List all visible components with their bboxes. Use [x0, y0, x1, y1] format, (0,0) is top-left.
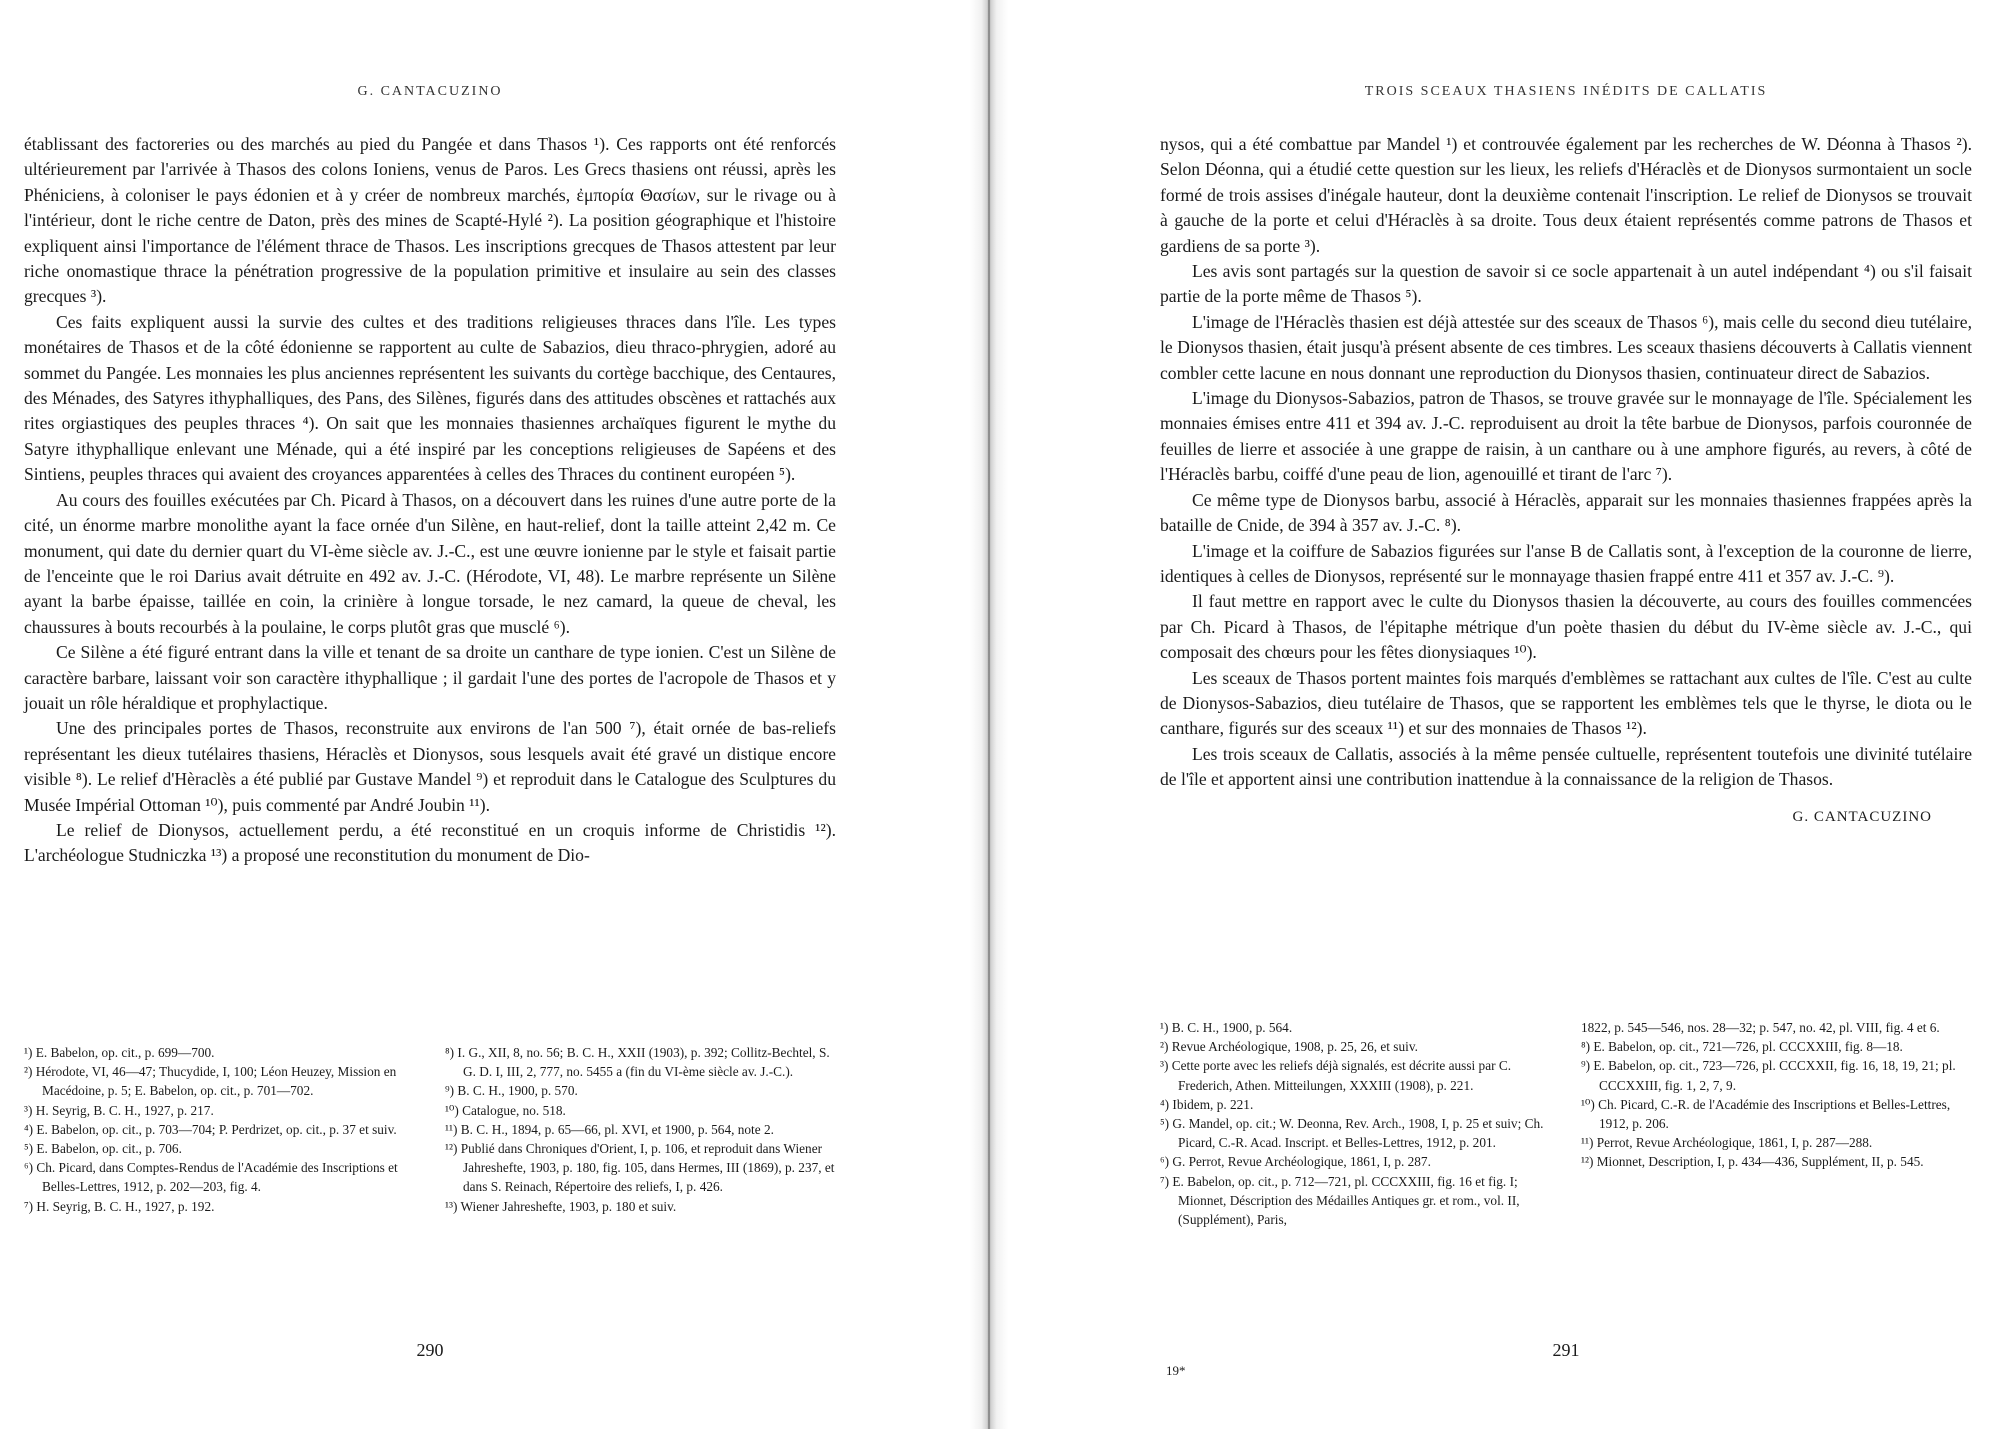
footnote: ¹²) Mionnet, Description, I, p. 434—436, Supplément, II, p. 545. [1581, 1154, 1924, 1170]
footnotes-column [445, 1043, 836, 1216]
footnote: ¹¹) B. C. H., 1894, p. 65—66, pl. XVI, et 1900, p. 564, note 2. [445, 1121, 774, 1137]
footnote: ⁸) I. G., XII, 8, no. 56; B. C. H., XXII (1903), p. 392; Collitz-Bechtel, S. G. D. I, III, 2, 777, no. 5455 a (fin du VI-ème siècle av. J.-C.). [445, 1045, 830, 1080]
left-page [24, 0, 836, 1429]
paragraph: L'image de l'Héraclès thasien est déjà attestée sur des sceaux de Thasos ⁶), mais celle du second dieu tutélaire, le Dionysos thasien, était jusqu'à présent absente de ces timbres. Les sceaux thasiens découverts à Callatis viennent combler cette lacune en nous donnant une reproduction du Dionysos thasien, continuateur direct de Sabazios. [1160, 311, 1972, 383]
footnote: ⁹) B. C. H., 1900, p. 570. [445, 1083, 578, 1099]
paragraph: L'image du Dionysos-Sabazios, patron de Thasos, se trouve gravée sur le monnayage de l'île. Spécialement les monnaies émises entre 411 et 394 av. J.-C. reproduisent au droit la tête barbue de Dionysos, parfois couronnée de feuilles de lierre et associée à une grappe de raisin, à un canthare ou à une amphore figurés, au revers, à côté de l'Héraclès barbu, coiffé d'une peau de lion, agenouillé et tirant de l'arc ⁷). [1160, 388, 1972, 485]
footnote: ⁴) Ibidem, p. 221. [1160, 1096, 1254, 1112]
right-page [1160, 0, 1972, 1429]
footnote: ¹) B. C. H., 1900, p. 564. [1160, 1020, 1293, 1035]
body-text [1160, 132, 1972, 793]
footnote: ²) Hérodote, VI, 46—47; Thucydide, I, 100; Léon Heuzey, Mission en Macédoine, p. 5; E. Babelon, op. cit., p. 701—702. [24, 1064, 397, 1099]
body-text [24, 132, 836, 869]
footnotes [24, 1043, 836, 1216]
footnote: ⁴) E. Babelon, op. cit., p. 703—704; P. Perdrizet, op. cit., p. 37 et suiv. [24, 1121, 397, 1137]
book-gutter [970, 0, 1008, 1429]
paragraph: Au cours des fouilles exécutées par Ch. Picard à Thasos, on a découvert dans les ruines d'une autre porte de la cité, un énorme marbre monolithe ayant la face ornée d'un Silène, en haut-relief, dont la taille atteint 2,42 m. Ce monument, qui date du dernier quart du VI-ème siècle av. J.-C., est une œuvre ionienne par le style et faisait partie de l'enceinte que le roi Darius avait détruite en 492 av. J.-C. (Hérodote, VI, 48). Le marbre représente un Silène ayant la barbe épaisse, taillée en coin, la crinière à longue torsade, le nez camard, la queue de cheval, les chaussures à bouts recourbés à la poulaine, le corps plutôt gras que musclé ⁶). [24, 489, 836, 637]
footnote: ¹⁰) Ch. Picard, C.-R. de l'Académie des Inscriptions et Belles-Lettres, 1912, p. 206. [1581, 1096, 1951, 1132]
page-number: 291 [1552, 1340, 1580, 1360]
footnote: ⁷) E. Babelon, op. cit., p. 712—721, pl. CCCXXIII, fig. 16 et fig. I; Mionnet, Déscription des Médailles Antiques gr. et rom., vol. II, (Supplément), Paris, [1160, 1173, 1520, 1228]
footnote: ⁵) G. Mandel, op. cit.; W. Deonna, Rev. Arch., 1908, I, p. 25 et suiv; Ch. Picard, C.-R. Acad. Inscript. et Belles-Lettres, 1912, p. 201. [1160, 1116, 1544, 1151]
footnotes-column [24, 1043, 415, 1216]
paragraph: Une des principales portes de Thasos, reconstruite aux environs de l'an 500 ⁷), était ornée de bas-reliefs représentant les dieux tutélaires thasiens, Héraclès et Dionysos, sous lesquels avait été gravé un distique encore visible ⁸). Le relief d'Hèraclès a été publié par Gustave Mandel ⁹) et reproduit dans le Catalogue des Sculptures du Musée Impérial Ottoman ¹⁰), puis commenté par André Joubin ¹¹). [24, 718, 836, 815]
running-head: G. CANTACUZINO [357, 84, 503, 99]
paragraph: établissant des factoreries ou des marchés au pied du Pangée et dans Thasos ¹). Ces rapports ont été renforcés ultérieurement par l'arrivée à Thasos des colons Ioniens, venus de Paros. Les Grecs thasiens ont réussi, après les Phéniciens, à coloniser le pays édonien et à y créer de nombreux marchés, ἐμπορία Θασίων, sur le rivage ou à l'intérieur, dont le riche centre de Daton, près des mines de Scapté-Hylé ²). La position géographique et l'histoire expliquent ainsi l'importance de l'élément thrace de Thasos. Les inscriptions grecques de Thasos attestent par leur riche onomastique thrace la pénétration progressive de la population primitive et insulaire au sein des classes grecques ³). [24, 134, 836, 307]
footnote: ¹⁰) Catalogue, no. 518. [445, 1102, 566, 1118]
paragraph: Ce Silène a été figuré entrant dans la ville et tenant de sa droite un canthare de type ionien. C'est un Silène de caractère barbare, laissant voir son caractère ithyphallique ; il gardait l'une des portes de l'acropole de Thasos et y jouait un rôle héraldique et prophylactique. [24, 642, 836, 713]
paragraph: nysos, qui a été combattue par Mandel ¹) et controuvée également par les recherches de W. Déonna à Thasos ²). Selon Déonna, qui a étudié cette question sur les lieux, les reliefs d'Héraclès et de Dionysos surmontaient un socle formé de trois assises d'inégale hauteur, dont la deuxième contenait l'inscription. Le relief de Dionysos se trouvait à gauche de la porte et celui d'Héraclès à sa droite. Tous deux étaient représentés comme patrons de Thasos et gardiens de sa porte ³). [1160, 134, 1972, 256]
footnote: ⁵) E. Babelon, op. cit., p. 706. [24, 1141, 182, 1157]
sheet-signature: 19* [1166, 1363, 1186, 1378]
footnote: ³) Cette porte avec les reliefs déjà signalés, est décrite aussi par C. Frederich, Athen. Mitteilungen, XXXIII (1908), p. 221. [1160, 1058, 1512, 1093]
footnote: ⁷) H. Seyrig, B. C. H., 1927, p. 192. [24, 1198, 215, 1214]
footnote: ¹) E. Babelon, op. cit., p. 699—700. [24, 1045, 215, 1060]
footnote: 1822, p. 545—546, nos. 28—32; p. 547, no. 42, pl. VIII, fig. 4 et 6. [1581, 1020, 1940, 1035]
page-number: 290 [416, 1340, 444, 1360]
footnote: ¹²) Publié dans Chroniques d'Orient, I, p. 106, et reproduit dans Wiener Jahreshefte, 1903, p. 180, fig. 105, dans Hermes, III (1869), p. 237, et dans S. Reinach, Répertoire des reliefs, I, p. 426. [445, 1141, 835, 1195]
footnote: ⁹) E. Babelon, op. cit., 723—726, pl. CCCXXII, fig. 16, 18, 19, 21; pl. CCCXXIII, fig. 1, 2, 7, 9. [1581, 1058, 1956, 1093]
footnotes-column [1160, 1018, 1551, 1229]
footnote: ⁸) E. Babelon, op. cit., 721—726, pl. CCCXXIII, fig. 8—18. [1581, 1039, 1903, 1055]
paragraph: L'image et la coiffure de Sabazios figurées sur l'anse B de Callatis sont, à l'exception de la couronne de lierre, identiques à celles de Dionysos, représenté sur le monnayage thasien frappé entre 411 et 357 av. J.-C. ⁹). [1160, 540, 1972, 586]
author-signature: G. CANTACUZINO [1792, 808, 1932, 825]
paragraph: Ces faits expliquent aussi la survie des cultes et des traditions religieuses thraces dans l'île. Les types monétaires de Thasos et de la côté édonienne se rapportent au culte de Sabazios, dieu thraco-phrygien, adoré au sommet du Pangée. Les monnaies les plus anciennes représentent les suivants du cortège bacchique, des Centaures, des Ménades, des Satyres ithyphalliques, des Pans, des Silènes, figurés dans des attitudes obscènes et rattachés aux rites orgiastiques des peuples thraces ⁴). On sait que les monnaies thasiennes archaïques figurent le mythe du Satyre ithyphallique enlevant une Ménade, qui a été inspiré par les conceptions religieuses de Sapéens et des Sintiens, peuples thraces qui avaient des croyances apparentées à celles des Thraces du continent européen ⁵). [24, 311, 837, 485]
paragraph: Ce même type de Dionysos barbu, associé à Héraclès, apparait sur les monnaies thasiennes frappées après la bataille de Cnide, de 394 à 357 av. J.-C. ⁸). [1160, 489, 1972, 536]
footnotes-column [1581, 1018, 1972, 1229]
footnote: ²) Revue Archéologique, 1908, p. 25, 26, et suiv. [1160, 1039, 1418, 1055]
footnote: ¹³) Wiener Jahreshefte, 1903, p. 180 et suiv. [445, 1198, 677, 1214]
footnotes [1160, 1018, 1972, 1229]
footnote: ³) H. Seyrig, B. C. H., 1927, p. 217. [24, 1102, 214, 1118]
paragraph: Les avis sont partagés sur la question de savoir si ce socle appartenait à un autel indépendant ⁴) ou s'il faisait partie de la porte même de Thasos ⁵). [1160, 261, 1972, 307]
paragraph: Le relief de Dionysos, actuellement perdu, a été reconstitué en un croquis informe de Christidis ¹²). L'archéologue Studniczka ¹³) a proposé une reconstitution du monument de Dio- [24, 819, 836, 866]
footnote: ⁶) G. Perrot, Revue Archéologique, 1861, I, p. 287. [1160, 1154, 1431, 1170]
running-head: TROIS SCEAUX THASIENS INÉDITS DE CALLATIS [1364, 84, 1768, 99]
footnote: ⁶) Ch. Picard, dans Comptes-Rendus de l'Académie des Inscriptions et Belles-Lettres, 1912, p. 202—203, fig. 4. [24, 1160, 398, 1195]
paragraph: Les trois sceaux de Callatis, associés à la même pensée cultuelle, représentent toutefois une divinité tutélaire de l'île et apportent ainsi une contribution inattendue à la connaissance de la religion de Thasos. [1160, 743, 1972, 790]
footnote: ¹¹) Perrot, Revue Archéologique, 1861, I, p. 287—288. [1581, 1135, 1873, 1151]
paragraph: Il faut mettre en rapport avec le culte du Dionysos thasien la découverte, au cours des fouilles commencées par Ch. Picard à Thasos, de l'épitaphe métrique d'un poète thasien du début du IV-ème siècle av. J.-C., qui composait des chœurs pour les fêtes dionysiaques ¹⁰). [1160, 591, 1972, 663]
paragraph: Les sceaux de Thasos portent maintes fois marqués d'emblèmes se rattachant aux cultes de l'île. C'est au culte de Dionysos-Sabazios, dieu tutélaire de Thasos, que se rapportent les emblèmes tels que le thyrse, le diota ou le canthare, figurés sur des sceaux ¹¹) et sur des monnaies de Thasos ¹²). [1160, 667, 1972, 739]
